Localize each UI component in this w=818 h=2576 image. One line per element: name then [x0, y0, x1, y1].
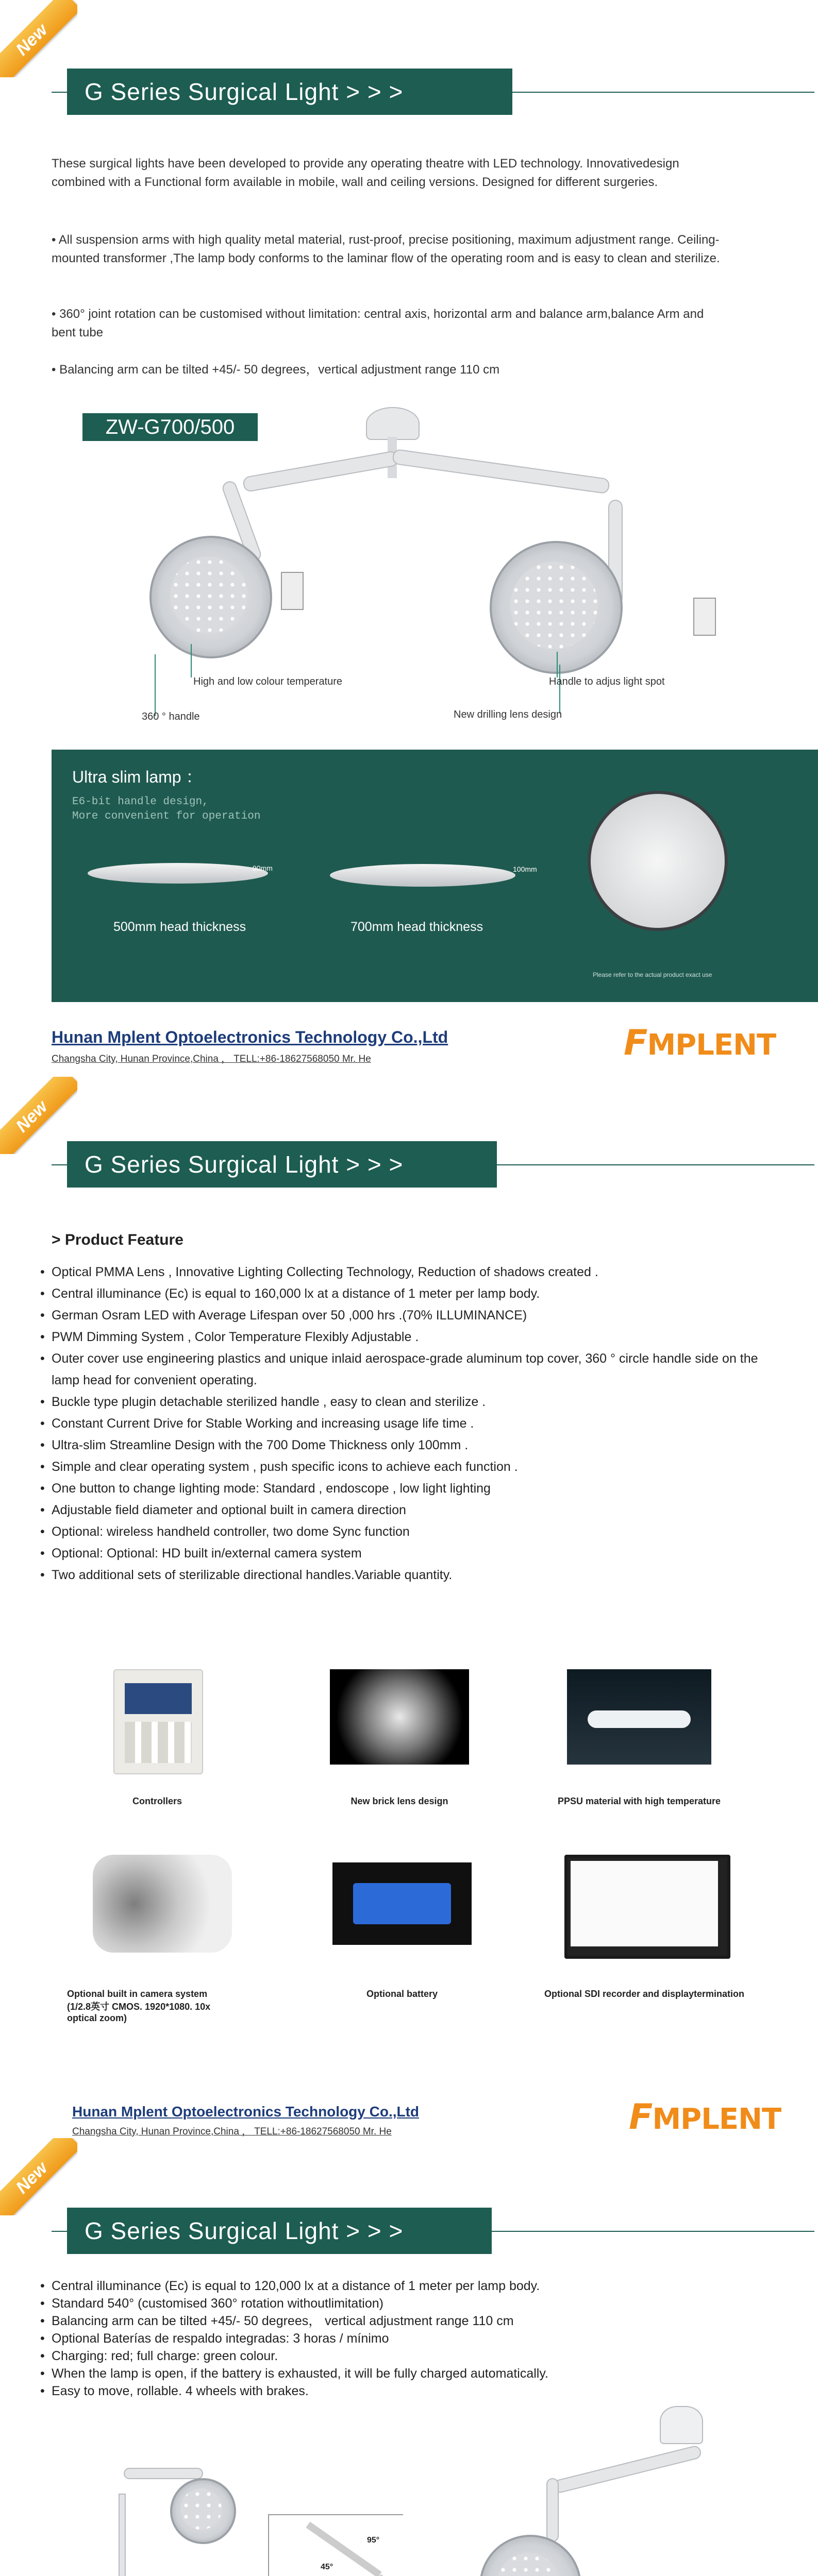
- slim-sub-1: E6-bit handle design,: [72, 796, 209, 808]
- slim-profile-700: [330, 864, 515, 887]
- section3-points: [40, 2277, 762, 2400]
- feature-heading: > Product Feature: [52, 1231, 183, 1248]
- angle-45: 45°: [321, 2563, 333, 2571]
- footer-address-1: Changsha City, Hunan Province,China ， TELL:+86-18627568050 Mr. He: [52, 1054, 371, 1064]
- section3-title: G Series Surgical Light > > >: [67, 2208, 492, 2254]
- callout-line-drilling: [559, 665, 560, 714]
- slim-note: Please refer to the actual product exact use: [593, 971, 712, 978]
- section3-point: • Standard 540° (customised 360° rotation withoutlimitation): [40, 2295, 762, 2312]
- ppsu-image: [567, 1669, 711, 1765]
- callout-line-spot: [557, 652, 558, 677]
- feature-item: • Central illuminance (Ec) is equal to 160,000 lx at a distance of 1 meter per lamp body.: [40, 1283, 762, 1304]
- slim-dim-90: 90mm: [253, 864, 273, 872]
- feature-item: • German Osram LED with Average Lifespan over 50 ,000 hrs .(70% ILLUMINANCE): [40, 1304, 762, 1326]
- lamp-led-array-500: [170, 556, 247, 634]
- section1-point-3: • Balancing arm can be tilted +45/- 50 degrees，vertical adjustment range 110 cm: [52, 363, 500, 377]
- section3-point: • Central illuminance (Ec) is equal to 120,000 lx at a distance of 1 meter per lamp body.: [40, 2277, 762, 2295]
- section1-point-1: • All suspension arms with high quality metal material, rust-proof, precise positioning, maximum adjustment range. Ceiling-mounted transformer ,The lamp body conforms to the laminar flow of the operating room and is easy to clean and sterilize.: [52, 233, 720, 265]
- slim-cap-700: 700mm head thickness: [350, 920, 483, 934]
- ceiling-tube-500: [546, 2478, 559, 2542]
- ceiling-mount: [366, 407, 420, 440]
- label-360-handle: 360 ° handle: [142, 711, 200, 722]
- callout-line-color: [191, 644, 192, 677]
- section3-point: • When the lamp is open, if the battery is exhausted, it will be fully charged automatically.: [40, 2365, 762, 2382]
- model-tag-g700: ZW-G700/500: [82, 413, 258, 441]
- section3-point: • Charging: red; full charge: green colour.: [40, 2347, 762, 2365]
- section1-point-2: • 360° joint rotation can be customised without limitation: central axis, horizontal arm and balance arm,balance Arm and bent tube: [52, 307, 704, 340]
- section2-title: G Series Surgical Light > > >: [67, 1141, 497, 1188]
- section3-point: • Balancing arm can be tilted +45/- 50 degrees， vertical adjustment range 110 cm: [40, 2312, 762, 2330]
- feature-item: • Simple and clear operating system , push specific icons to achieve each function .: [40, 1456, 762, 1478]
- feature-item: • One button to change lighting mode: Standard , endoscope , low light lighting: [40, 1478, 762, 1499]
- feature-item: • Ultra-slim Streamline Design with the 700 Dome Thickness only 100mm .: [40, 1434, 762, 1456]
- display-image: [564, 1855, 730, 1959]
- slim-sub-2: More convenient for operation: [72, 810, 261, 822]
- label-drilling-lens: New drilling lens design: [454, 709, 562, 720]
- slim-title: Ultra slim lamp ：: [72, 768, 203, 786]
- caption-battery: Optional battery: [366, 1989, 438, 1999]
- label-spot-handle: Handle to adjus light spot: [549, 676, 665, 687]
- footer-company-1: Hunan Mplent Optoelectronics Technology Co.,Ltd: [52, 1028, 448, 1046]
- ceiling-mount-500: [660, 2406, 703, 2444]
- slim-profile-500: [88, 863, 268, 884]
- caption-camera: Optional built in camera system (1/2.8英寸 CMOS. 1920*1080. 10x optical zoom): [67, 1989, 211, 2023]
- suspension-arm-right: [392, 449, 610, 495]
- ceiling-arm-500: [552, 2445, 703, 2494]
- caption-lens: New brick lens design: [350, 1796, 448, 1806]
- angle-95: 95°: [367, 2536, 380, 2545]
- control-panel-right: [693, 598, 716, 636]
- brand-logo-1: FMPLENT: [624, 1023, 776, 1063]
- mobile-stand-pole: [119, 2494, 126, 2576]
- tilt-diagram: [268, 2514, 403, 2576]
- feature-item: • Outer cover use engineering plastics and unique inlaid aerospace-grade aluminum top cover, 360 ° circle handle side on the lamp head for convenient operating.: [40, 1348, 762, 1391]
- section1-title: G Series Surgical Light > > >: [67, 69, 512, 115]
- slim-dim-100: 100mm: [513, 865, 537, 873]
- footer-company-2: Hunan Mplent Optoelectronics Technology Co.,Ltd: [72, 2104, 420, 2120]
- feature-item: • Adjustable field diameter and optional built in camera direction: [40, 1499, 762, 1521]
- feature-item: • Two additional sets of sterilizable directional handles.Variable quantity.: [40, 1564, 762, 1586]
- section3-point: • Easy to move, rollable. 4 wheels with brakes.: [40, 2382, 762, 2400]
- feature-item: • Constant Current Drive for Stable Working and increasing usage life time .: [40, 1413, 762, 1434]
- feature-item: • Optional: Optional: HD built in/external camera system: [40, 1543, 762, 1564]
- label-color-temp: High and low colour temperature: [193, 676, 343, 687]
- caption-ppsu: PPSU material with high temperature: [557, 1796, 721, 1806]
- control-panel-left: [281, 572, 304, 610]
- caption-controllers: Controllers: [132, 1796, 182, 1806]
- camera-image: [93, 1855, 232, 1953]
- new-badge-2: New: [0, 1077, 77, 1154]
- feature-list: [40, 1261, 762, 1586]
- new-badge: New: [0, 0, 77, 77]
- suspension-arm-left: [242, 450, 399, 493]
- caption-sdi: Optional SDI recorder and displaytermination: [544, 1989, 745, 1999]
- brand-logo-2: FMPLENT: [629, 2097, 781, 2138]
- new-badge-3: New: [0, 2138, 77, 2215]
- section1-intro: These surgical lights have been developed to provide any operating theatre with LED technology. Innovativedesign combined with a Functional form available in mobile, wall and ceiling versions. Designed for different surgeries.: [52, 157, 679, 189]
- slim-lamp-front: [588, 791, 728, 931]
- section3-point: • Optional Baterías de respaldo integradas: 3 horas / mínimo: [40, 2330, 762, 2347]
- controller-image: [113, 1669, 203, 1774]
- mobile-arm: [124, 2468, 203, 2479]
- feature-item: • Buckle type plugin detachable sterilized handle , easy to clean and sterilize .: [40, 1391, 762, 1413]
- slim-cap-500: 500mm head thickness: [113, 920, 246, 934]
- battery-image: [332, 1862, 472, 1945]
- mobile-led-array: [180, 2488, 222, 2530]
- footer-address-2: Changsha City, Hunan Province,China ， TELL:+86-18627568050 Mr. He: [72, 2126, 392, 2137]
- lamp-led-array-700: [510, 562, 598, 649]
- feature-item: • Optical PMMA Lens , Innovative Lighting Collecting Technology, Reduction of shadows created .: [40, 1261, 762, 1283]
- slim-lamp-panel: [52, 750, 818, 1002]
- feature-item: • Optional: wireless handheld controller, two dome Sync function: [40, 1521, 762, 1543]
- lens-image: [330, 1669, 469, 1765]
- callout-line-handle: [155, 654, 156, 716]
- feature-item: • PWM Dimming System , Color Temperature Flexibly Adjustable .: [40, 1326, 762, 1348]
